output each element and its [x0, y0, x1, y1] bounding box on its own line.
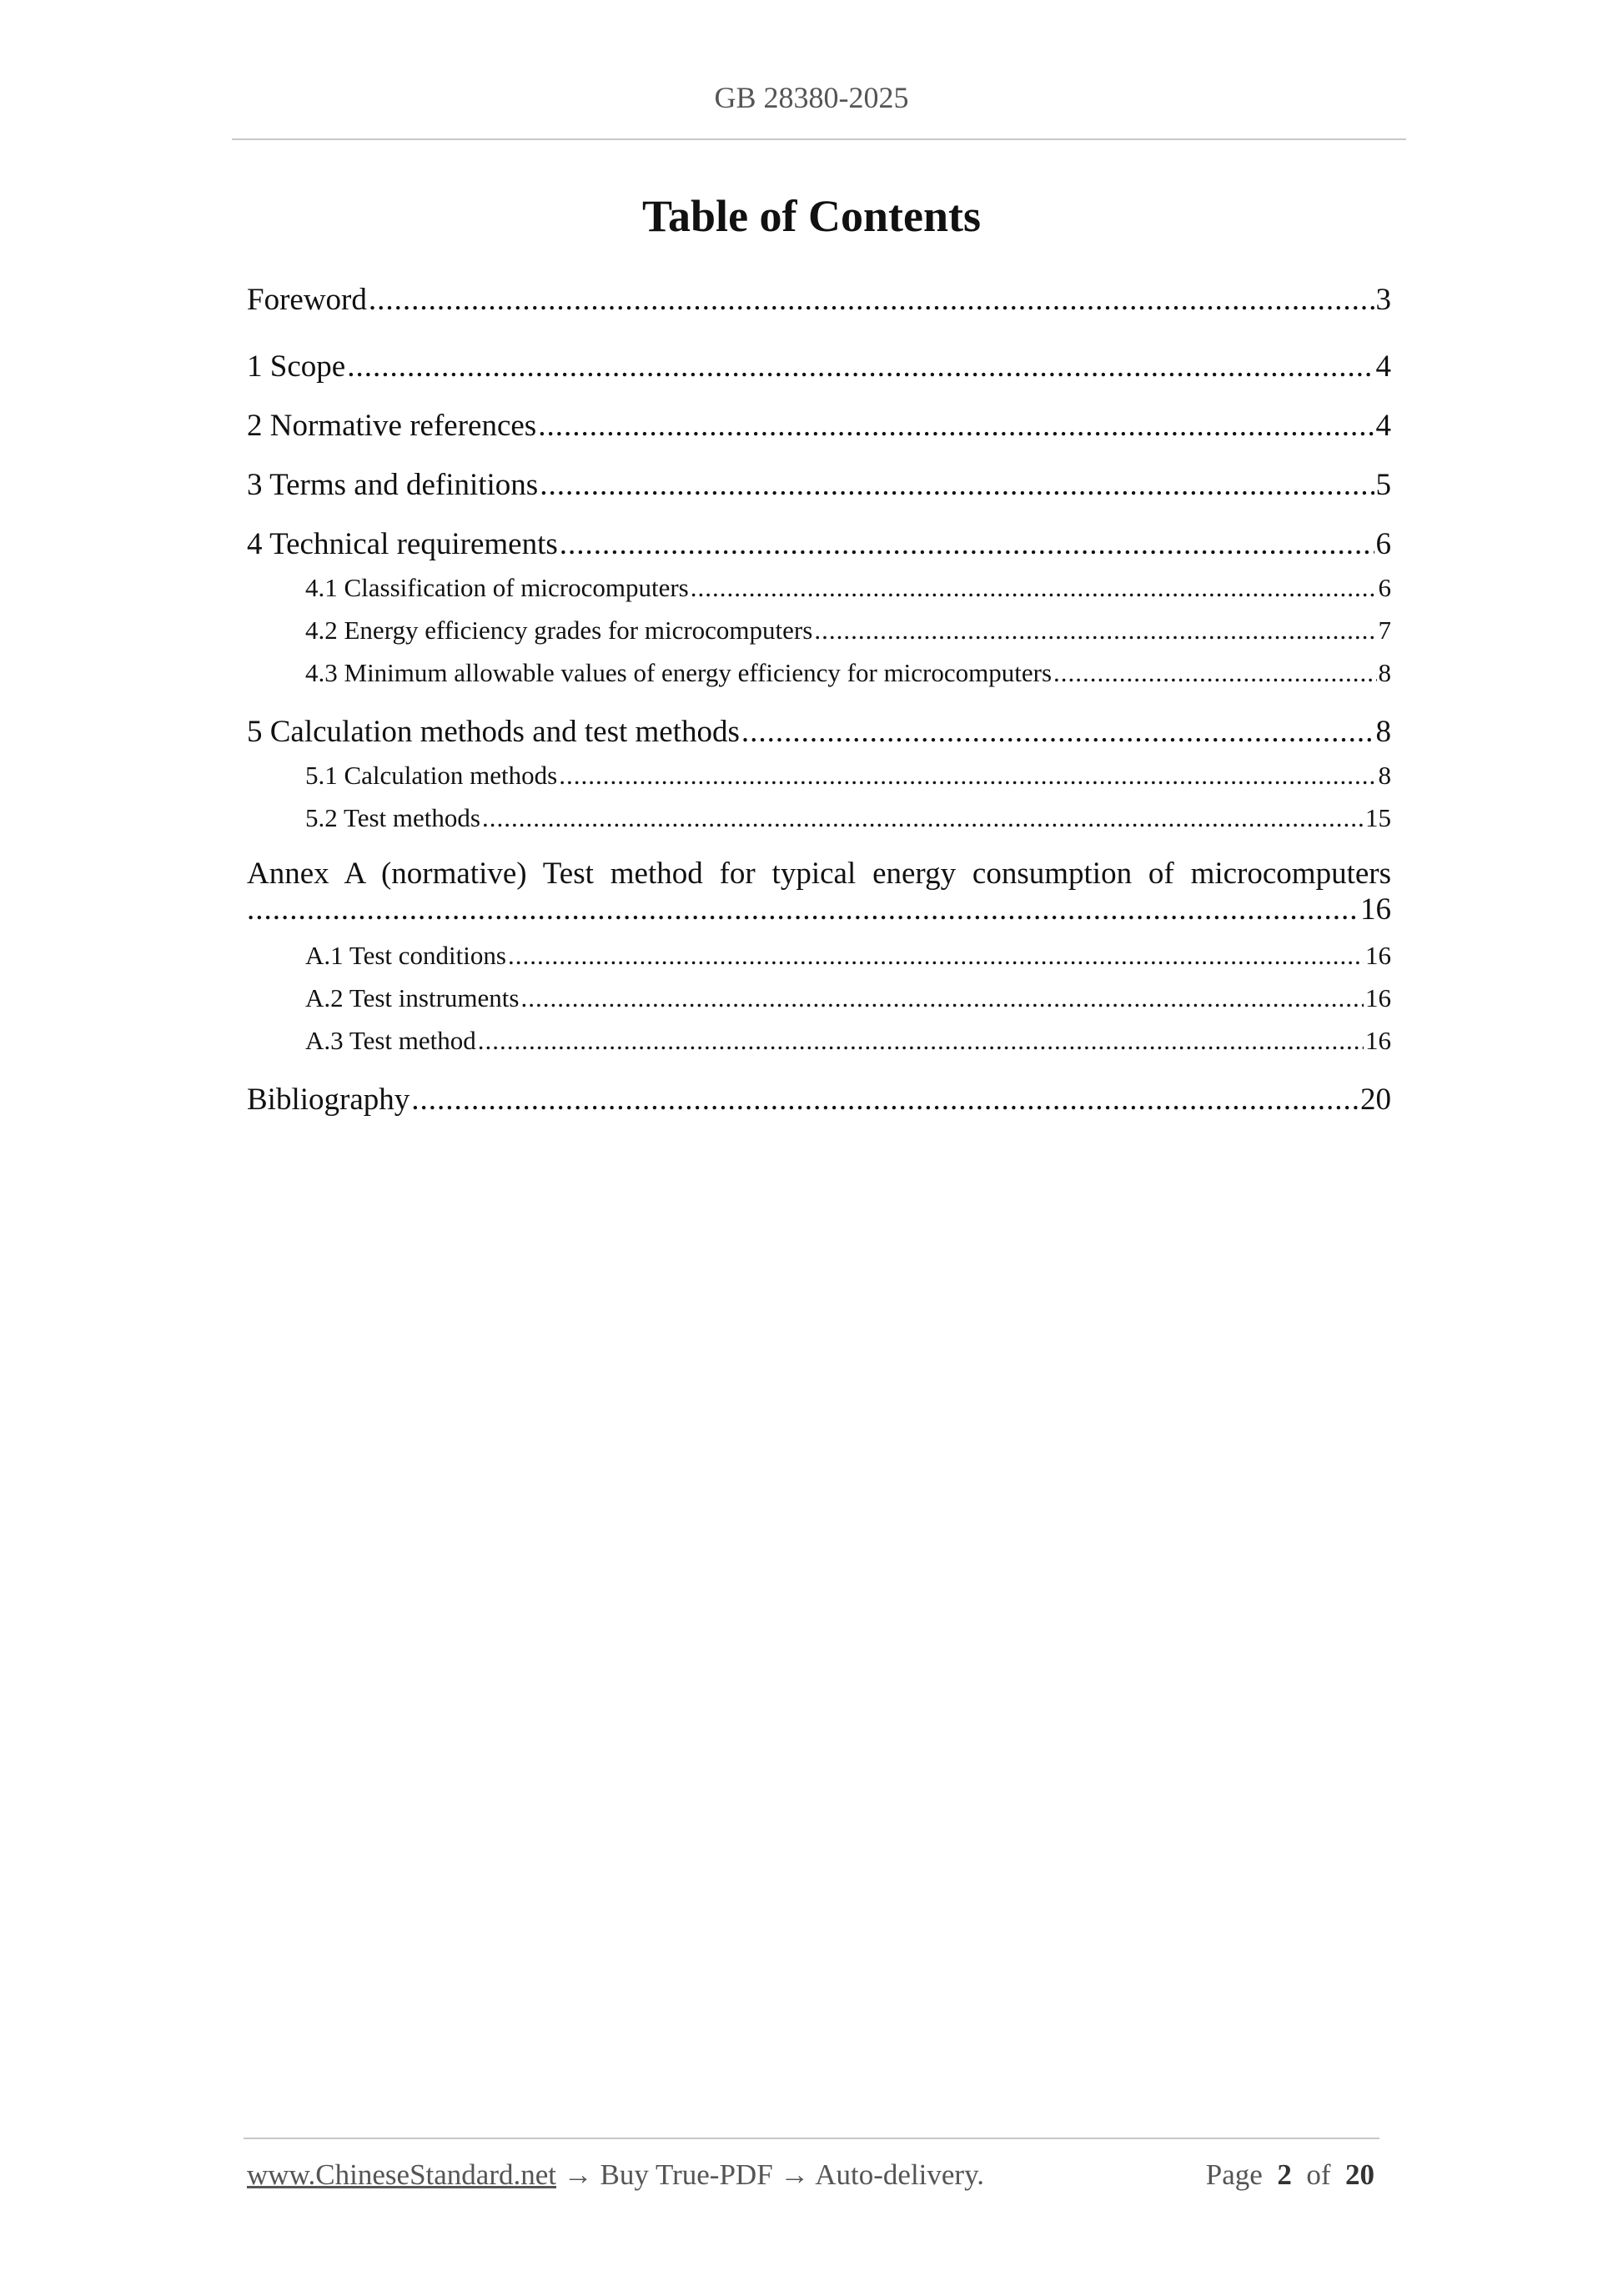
toc-subentry-a-2[interactable] — [247, 977, 1391, 1019]
toc-entry-label: 1 Scope — [247, 349, 346, 384]
toc-subentry-a-3[interactable] — [247, 1019, 1391, 1062]
toc-entry-label: 3 Terms and definitions — [247, 468, 539, 502]
dot-leader — [1053, 651, 1376, 694]
toc-entry-label: Annex A (normative) Test method for typical energy consumption of microcomputers — [247, 857, 1391, 891]
toc-entry-annex-a-leader — [247, 892, 1391, 927]
document-header: GB 28380-2025 — [714, 81, 909, 114]
dot-leader — [369, 275, 1374, 325]
toc-entry-label: 5 Calculation methods and test methods — [247, 715, 740, 749]
total-pages-number: 20 — [1345, 2158, 1374, 2191]
toc-entry-page: 16 — [1365, 1026, 1391, 1055]
toc-entry-page: 7 — [1378, 615, 1391, 645]
toc-subentry-4-3[interactable] — [247, 651, 1391, 694]
toc-entry-bibliography[interactable] — [247, 1075, 1391, 1134]
dot-leader — [478, 1019, 1364, 1062]
toc-entry-label: 4.3 Minimum allowable values of energy efficiency for microcomputers — [305, 658, 1053, 687]
toc-entry-page: 16 — [1360, 892, 1391, 927]
footer-divider — [244, 2138, 1379, 2139]
toc-entry-page: 15 — [1365, 803, 1391, 832]
toc-entry-page: 4 — [1375, 409, 1391, 443]
site-link[interactable]: www.ChineseStandard.net — [247, 2158, 556, 2191]
dot-leader — [411, 1075, 1359, 1125]
toc-subentry-5-2[interactable] — [247, 796, 1391, 839]
dot-leader — [508, 934, 1364, 977]
dot-leader — [482, 796, 1364, 839]
toc-entry-calculation-test-methods[interactable] — [247, 707, 1391, 754]
toc-entry-label: 5.1 Calculation methods — [305, 761, 558, 790]
toc-entry-page: 20 — [1360, 1083, 1391, 1117]
toc-entry-terms-definitions[interactable] — [247, 460, 1391, 520]
toc-entry-page: 4 — [1375, 349, 1391, 384]
toc-entry-annex-a[interactable] — [247, 849, 1391, 927]
toc-entry-page: 8 — [1378, 658, 1391, 687]
toc-entry-label: 5.2 Test methods — [305, 803, 480, 832]
toc-title: Table of Contents — [641, 191, 982, 241]
toc-entry-foreword[interactable] — [247, 275, 1391, 334]
toc-entry-label: A.2 Test instruments — [305, 983, 520, 1012]
header-divider — [232, 138, 1406, 140]
toc-entry-label: Bibliography — [247, 1083, 410, 1117]
toc-entry-scope[interactable] — [247, 342, 1391, 401]
toc-entry-normative-references[interactable] — [247, 401, 1391, 460]
toc-entry-page: 8 — [1378, 761, 1391, 790]
toc-entry-label: 4.2 Energy efficiency grades for microcomputers — [305, 615, 813, 645]
dot-leader — [560, 520, 1374, 570]
dot-leader — [538, 401, 1374, 451]
toc-entry-page: 16 — [1365, 983, 1391, 1012]
dot-leader — [691, 566, 1377, 609]
footer-promo — [247, 2158, 984, 2192]
dot-leader — [741, 707, 1374, 757]
toc-subentry-4-2[interactable] — [247, 609, 1391, 651]
toc-entry-label: 2 Normative references — [247, 409, 537, 443]
dot-leader — [559, 754, 1376, 796]
toc-subentry-4-1[interactable] — [247, 566, 1391, 609]
dot-leader — [347, 342, 1374, 392]
buy-true-pdf-text: Buy True-PDF — [600, 2158, 773, 2191]
arrow-right-icon: → — [780, 2158, 810, 2191]
page-indicator — [1206, 2158, 1374, 2192]
dot-leader — [814, 609, 1376, 651]
auto-delivery-text: Auto-delivery. — [815, 2158, 985, 2191]
page-label: Page — [1205, 2158, 1263, 2191]
toc-entry-page: 16 — [1365, 941, 1391, 970]
toc-entry-technical-requirements[interactable] — [247, 520, 1391, 566]
toc-entry-page: 5 — [1375, 468, 1391, 502]
dot-leader — [520, 977, 1364, 1019]
toc-entry-label: Foreword — [247, 283, 367, 317]
page-footer — [247, 2158, 1374, 2192]
of-label: of — [1306, 2158, 1331, 2191]
toc-entry-page: 8 — [1375, 715, 1391, 749]
toc-entry-page: 3 — [1375, 283, 1391, 317]
arrow-right-icon: → — [563, 2158, 593, 2191]
toc-entry-label: 4.1 Classification of microcomputers — [305, 573, 689, 602]
toc-entry-page: 6 — [1375, 527, 1391, 561]
toc-entry-label: 4 Technical requirements — [247, 527, 558, 561]
toc-entry-label: A.1 Test conditions — [305, 941, 506, 970]
toc-subentry-a-1[interactable] — [247, 934, 1391, 977]
dot-leader — [540, 460, 1374, 510]
toc-entry-label: A.3 Test method — [305, 1026, 476, 1055]
toc-subentry-5-1[interactable] — [247, 754, 1391, 796]
toc-entry-page: 6 — [1378, 573, 1391, 602]
current-page-number: 2 — [1277, 2158, 1292, 2191]
table-of-contents — [247, 275, 1391, 1134]
dot-leader — [247, 892, 1360, 927]
